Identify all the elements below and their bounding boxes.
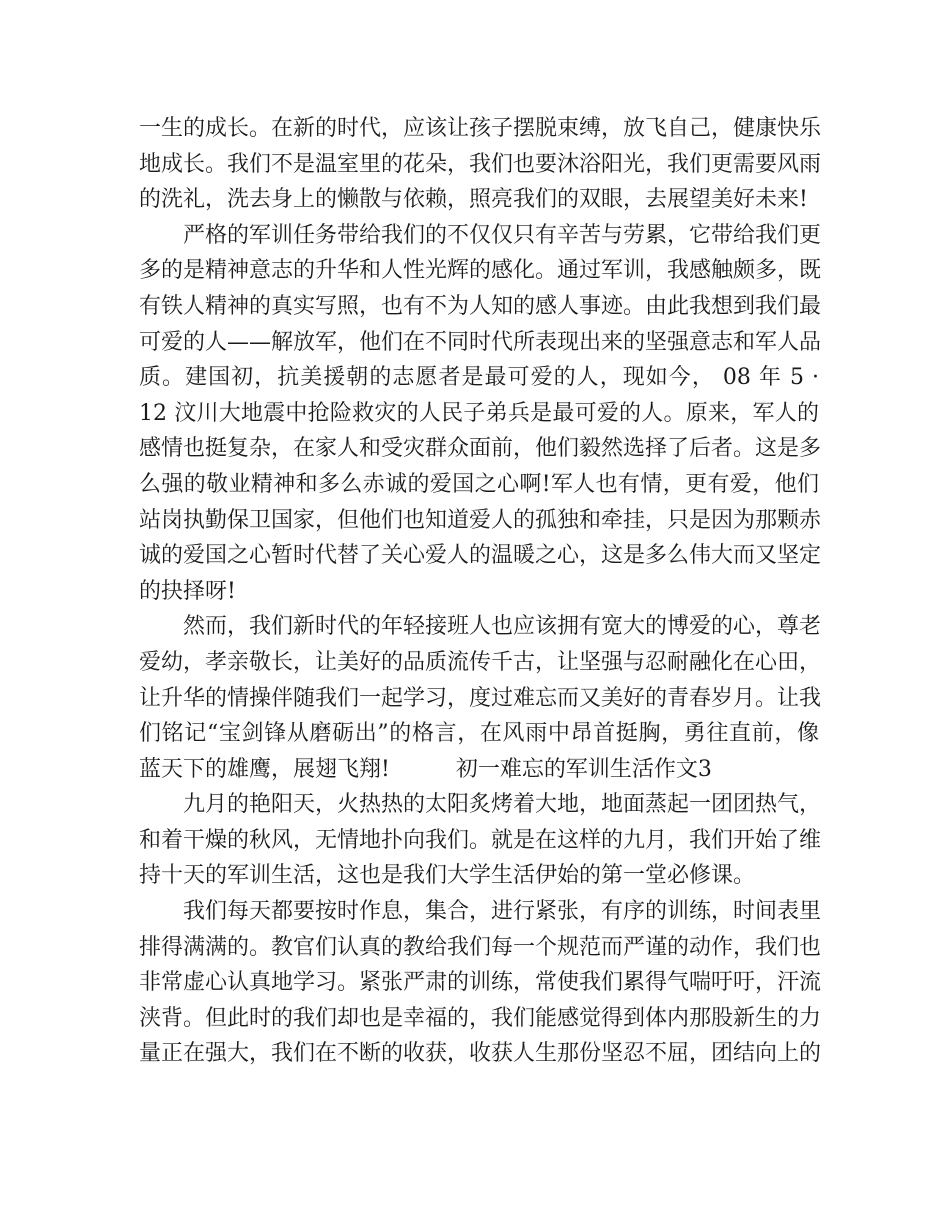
text-line: 地成长。我们不是温室里的花朵，我们也要沐浴阳光，我们更需要风雨 [139,151,822,177]
paragraph-start-line: 严格的军训任务带给我们的不仅仅只有辛苦与劳累，它带给我们更 [183,222,822,248]
text-line: 持十天的军训生活，这也是我们大学生活伊始的第一堂必修课。 [139,863,756,889]
text-line: 一生的成长。在新的时代，应该让孩子摆脱束缚，放飞自己，健康快乐 [139,116,822,141]
text-line: 们铭记“宝剑锋从磨砺出”的格言，在风雨中昂首挺胸，勇往直前，像 [139,721,819,747]
text-line: 可爱的人——解放军，他们在不同时代所表现出来的坚强意志和军人品 [139,329,822,355]
text-line: 非常虚心认真地学习。紧张严肃的训练，常使我们累得气喘吁吁，汗流 [139,970,822,996]
text-line: 感情也挺复杂，在家人和受灾群众面前，他们毅然选择了后者。这是多 [139,436,822,462]
text-line: 浃背。但此时的我们却也是幸福的，我们能感觉得到体内那股新生的力 [139,1005,822,1031]
paragraph-start-line: 九月的艳阳天，火热热的太阳炙烤着大地，地面蒸起一团团热气， [183,792,822,818]
text-line-with-heading: 蓝天下的雄鹰，展翅飞翔! 初一难忘的军训生活作文3 [139,756,712,782]
text-line: 爱幼，孝亲敬长，让美好的品质流传千古，让坚强与忍耐融化在心田， [139,649,822,675]
text-line: 么强的敬业精神和多么赤诚的爱国之心啊!军人也有情，更有爱，他们 [139,471,819,497]
text-line: 站岗执勤保卫国家，但他们也知道爱人的孤独和牵挂，只是因为那颗赤 [139,507,822,533]
text-line: 的洗礼，洗去身上的懒散与依赖，照亮我们的双眼，去展望美好未来! [139,187,808,213]
paragraph-start-line: 我们每天都要按时作息，集合，进行紧张，有序的训练，时间表里 [183,899,822,925]
text-line: 和着干燥的秋风，无情地扑向我们。就是在这样的九月，我们开始了维 [139,827,822,853]
text-line: 的抉择呀! [139,578,236,604]
text-line: 让升华的情操伴随我们一起学习，度过难忘而又美好的青春岁月。让我 [139,685,822,711]
text-line: 12 汶川大地震中抢险救灾的人民子弟兵是最可爱的人。原来，军人的 [139,400,819,426]
text-line: 排得满满的。教官们认真的教给我们每一个规范而严谨的动作，我们也 [139,934,822,960]
essay-body [139,111,822,1072]
text-line: 质。建国初，抗美援朝的志愿者是最可爱的人，现如今， 08 年 5 · [139,365,819,391]
text-line: 多的是精神意志的升华和人性光辉的感化。通过军训，我感触颇多，既 [139,258,822,284]
text-line: 量正在强大，我们在不断的收获，收获人生那份坚忍不屈，团结向上的 [139,1041,822,1067]
text-line: 诚的爱国之心暂时代替了关心爱人的温暖之心，这是多么伟大而又坚定 [139,543,822,569]
text-line: 有铁人精神的真实写照，也有不为人知的感人事迹。由此我想到我们最 [139,293,822,319]
paragraph-start-line: 然而，我们新时代的年轻接班人也应该拥有宽大的博爱的心，尊老 [183,614,822,640]
